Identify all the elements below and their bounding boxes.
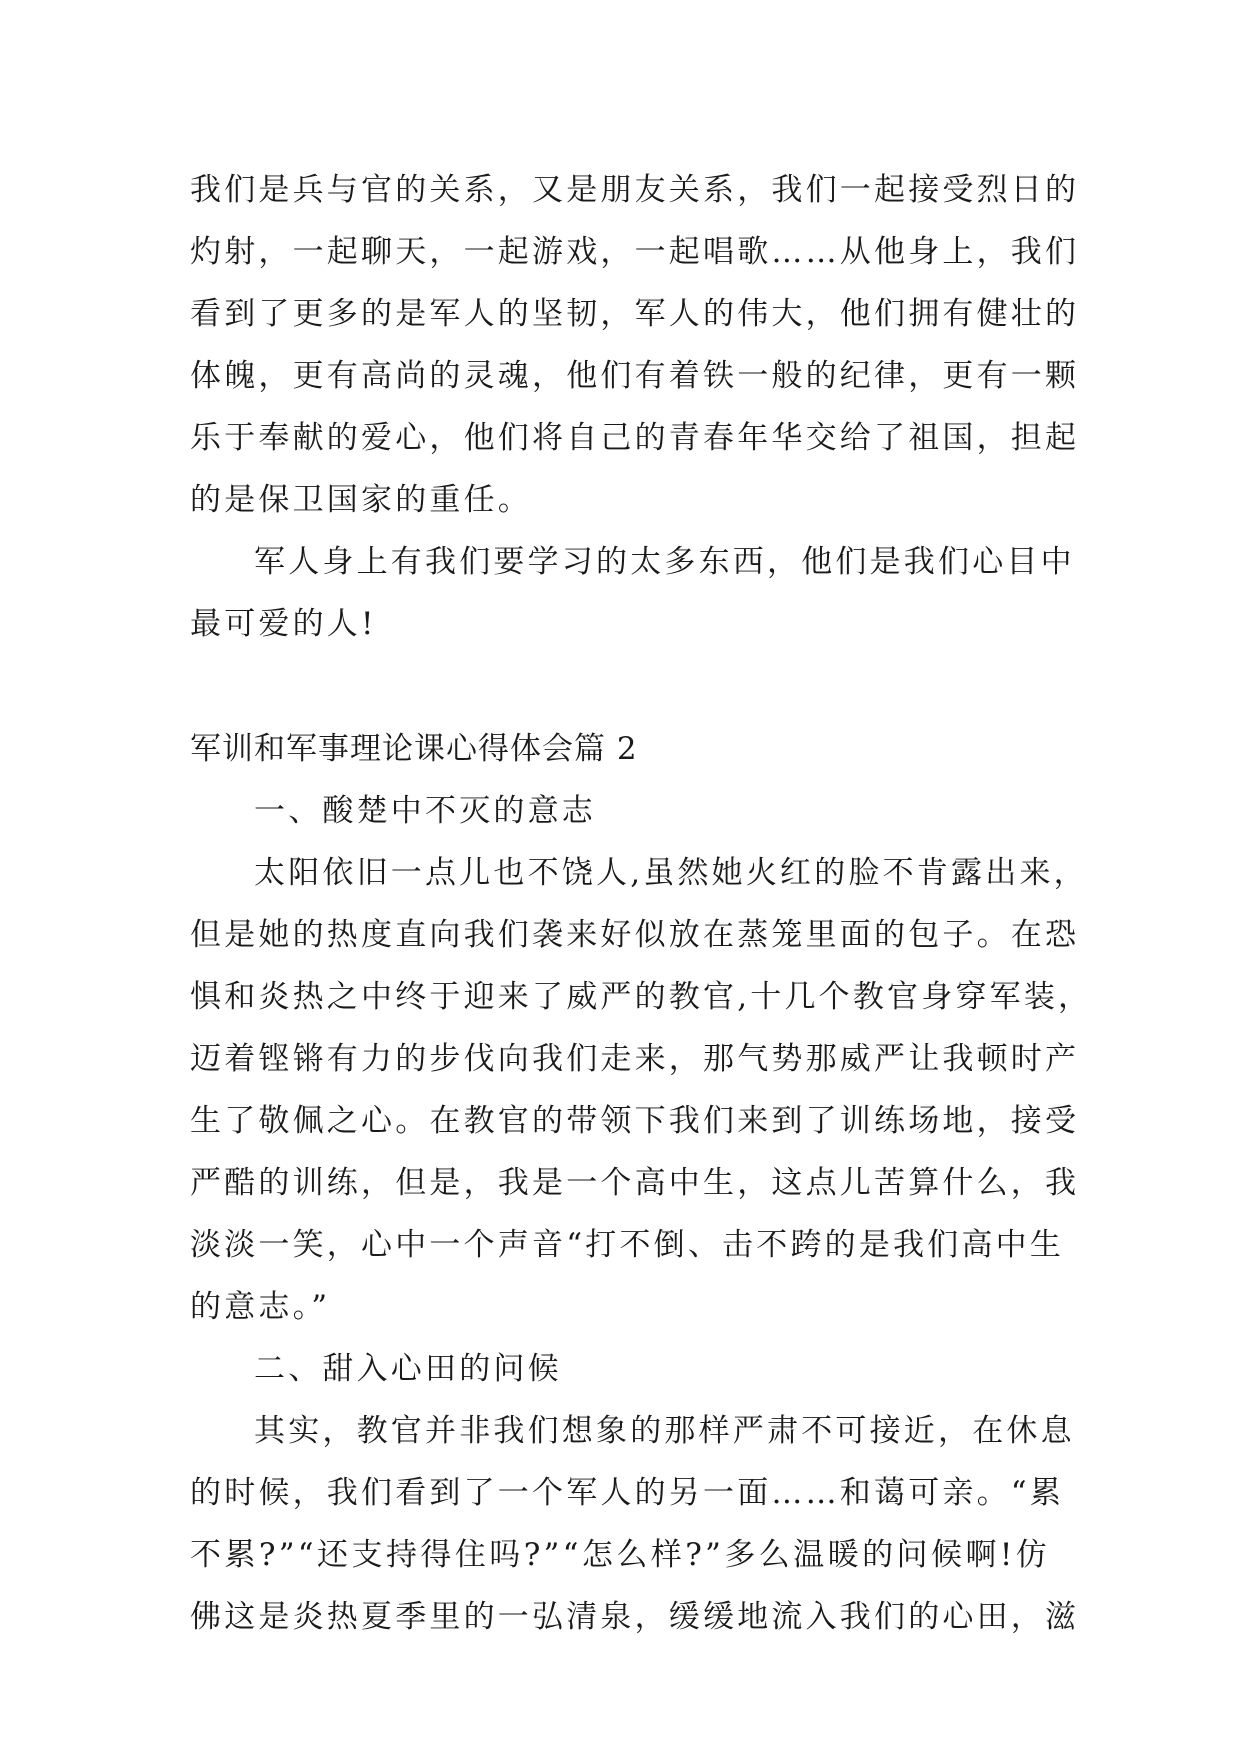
text-line: 严酷的训练，但是，我是一个高中生，这点儿苦算什么，我: [190, 1165, 1080, 1201]
text-line: 佛这是炎热夏季里的一弘清泉，缓缓地流入我们的心田，滋: [190, 1599, 1080, 1635]
section-title: 军训和军事理论课心得体会篇 2: [190, 731, 638, 767]
text-line: 淡淡一笑，心中一个声音“打不倒、击不跨的是我们高中生: [190, 1227, 1065, 1263]
document-body: [190, 159, 1093, 1648]
text-line: 军人身上有我们要学习的太多东西，他们是我们心目中: [254, 544, 1075, 580]
text-line: 的是保卫国家的重任。: [190, 482, 532, 518]
text-line: 其实，教官并非我们想象的那样严肃不可接近，在休息: [254, 1413, 1075, 1449]
subheading: 二、甜入心田的问候: [254, 1351, 562, 1387]
text-line: 不累?”“还支持得住吗?”“怎么样?”多么温暖的问候啊!仿: [190, 1537, 1050, 1573]
text-line: 最可爱的人!: [190, 606, 377, 642]
text-line: 迈着铿锵有力的步伐向我们走来，那气势那威严让我顿时产: [190, 1041, 1080, 1077]
text-line: 的意志。”: [190, 1289, 331, 1325]
text-line: 太阳依旧一点儿也不饶人,虽然她火红的脸不肯露出来，: [254, 855, 1088, 891]
section-spacer: [190, 655, 1050, 718]
paragraph-2: [190, 531, 1075, 655]
text-line: 看到了更多的是军人的坚韧，军人的伟大，他们拥有健壮的: [190, 296, 1080, 332]
text-line: 但是她的热度直向我们袭来好似放在蒸笼里面的包子。在恐: [190, 917, 1080, 953]
text-line: 的时候，我们看到了一个军人的另一面……和蔼可亲。“累: [190, 1475, 1065, 1511]
text-line: 惧和炎热之中终于迎来了威严的教官,十几个教官身穿军装，: [190, 979, 1093, 1015]
paragraph-1: [190, 159, 1080, 531]
text-line: 生了敬佩之心。在教官的带领下我们来到了训练场地，接受: [190, 1103, 1080, 1139]
text-line: 我们是兵与官的关系，又是朋友关系，我们一起接受烈日的: [190, 172, 1080, 208]
text-line: 体魄，更有高尚的灵魂，他们有着铁一般的纪律，更有一颗: [190, 358, 1080, 394]
text-line: 灼射，一起聊天，一起游戏，一起唱歌……从他身上，我们: [190, 234, 1080, 270]
paragraph-4: [190, 1400, 1080, 1648]
paragraph-3: [190, 842, 1093, 1338]
subheading: 一、酸楚中不灭的意志: [254, 793, 596, 829]
text-line: 乐于奉献的爱心，他们将自己的青春年华交给了祖国，担起: [190, 420, 1080, 456]
